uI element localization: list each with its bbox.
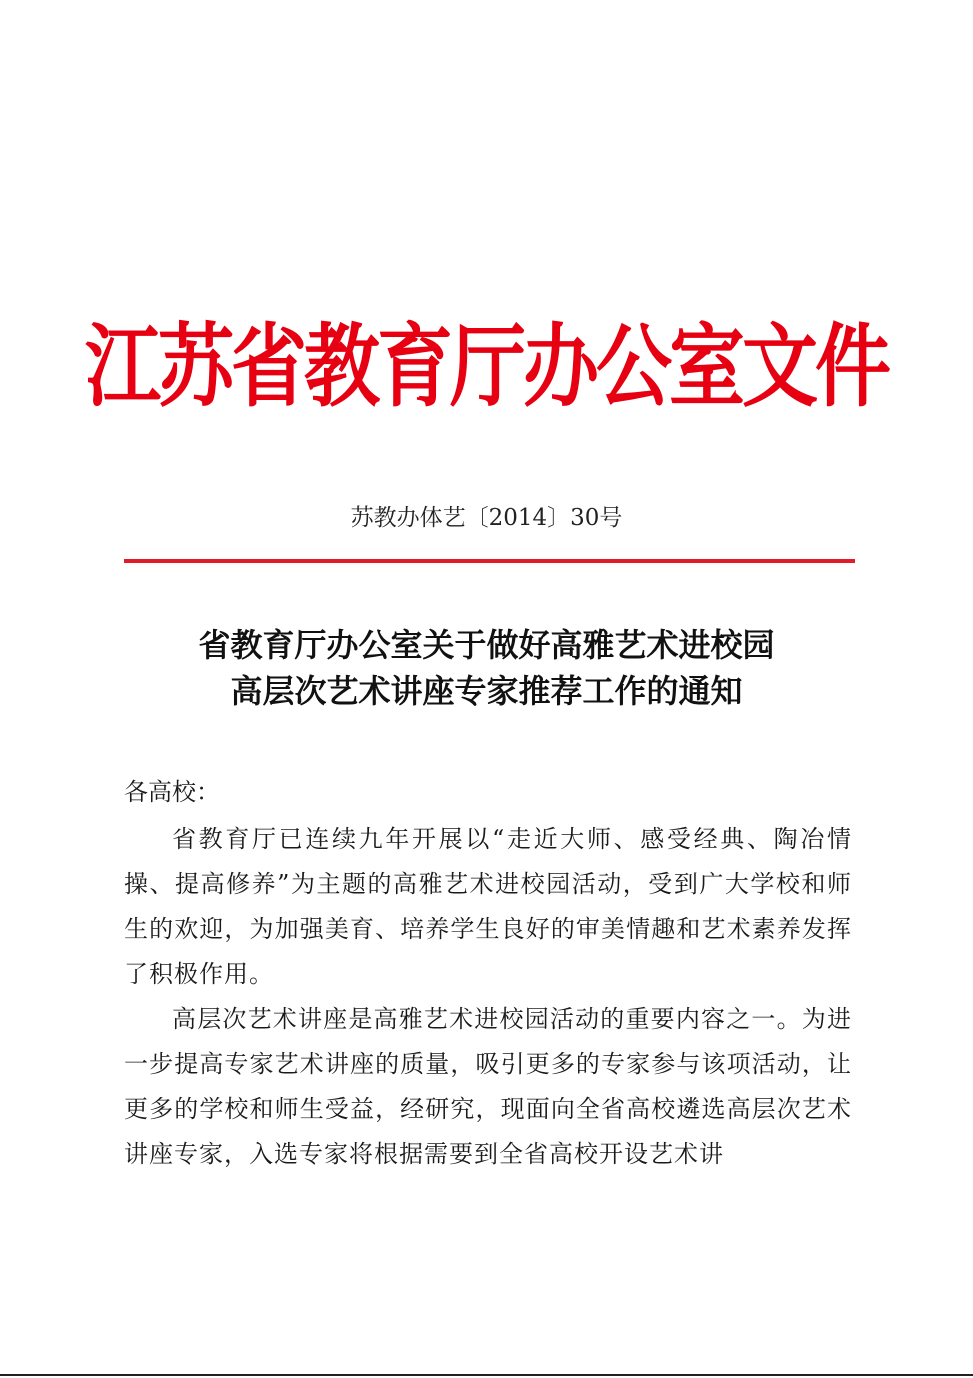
notice-title-line-2: 高层次艺术讲座专家推荐工作的通知: [230, 672, 743, 710]
document-number: 苏教办体艺〔2014〕30号: [350, 505, 623, 531]
body-paragraph-2: 高层次艺术讲座是高雅艺术进校园活动的重要内容之一。为进一步提高专家艺术讲座的质量，吸引更多的专家参与该项活动，让更多的学校和师生受益，经研究，现面向全省高校遴选高层次艺术讲座专家，入选专家将根据需要到全省高校开设艺术讲: [124, 1005, 852, 1168]
body-paragraph-1: 省教育厅已连续九年开展以“走近大师、感受经典、陶冶情操、提高修养”为主题的高雅艺术进校园活动，受到广大学校和师生的欢迎，为加强美育、培养学生良好的审美情趣和艺术素养发挥了积极作用。: [124, 825, 852, 988]
page-bottom-edge: [0, 1374, 973, 1376]
notice-title: [0, 622, 973, 714]
red-divider-rule: [124, 559, 855, 563]
agency-header-title: 江苏省教育厅办公室文件: [85, 313, 888, 419]
salutation: 各高校：: [124, 778, 220, 806]
body-text: [124, 817, 852, 1177]
notice-title-line-1: 省教育厅办公室关于做好高雅艺术进校园: [198, 626, 775, 664]
